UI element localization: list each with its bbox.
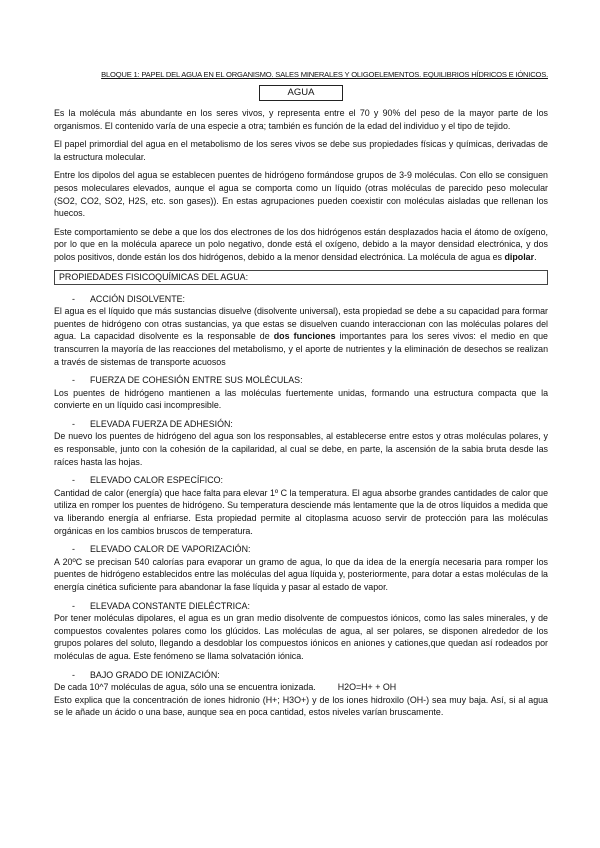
dipolar-bold: dipolar bbox=[504, 251, 535, 262]
intro-paragraph-3: Entre los dipolos del agua se establecen puentes de hidrógeno formándose grupos de 3-9 moléculas. Con ello se consiguen pesos moleculares elevados, aunque el agua se comporta como un líquido (otras moléculas de parecido peso molecular (SO2, CO2, SO2, H2S, etc. son gases)). En estas agrupaciones pueden coexistir con moléculas aisladas que rellenan los huecos. bbox=[54, 170, 548, 219]
ionization-formula: H2O=H+ + OH bbox=[337, 682, 397, 693]
section-dielectrica bbox=[54, 600, 548, 663]
section-heading: - FUERZA DE COHESIÓN ENTRE SUS MOLÉCULAS: bbox=[72, 375, 303, 386]
ionization-line: De cada 10^7 moléculas de agua, sólo una se encuentra ionizada. H2O=H+ + OH bbox=[54, 682, 397, 693]
section-vaporizacion bbox=[54, 543, 548, 593]
dipolar-paragraph bbox=[54, 226, 548, 264]
section-heading: - ELEVADA FUERZA DE ADHESIÓN: bbox=[72, 418, 233, 429]
section-heading: - ELEVADO CALOR ESPECÍFICO: bbox=[72, 475, 223, 486]
section-calor-especifico bbox=[54, 474, 548, 537]
section-heading: - BAJO GRADO DE IONIZACIÓN: bbox=[72, 669, 220, 680]
properties-title: PROPIEDADES FISICOQUÍMICAS DEL AGUA: bbox=[54, 270, 548, 285]
page-header: BLOQUE 1: PAPEL DEL AGUA EN EL ORGANISMO. SALES MINERALES Y OLIGOELEMENTOS. EQUILIBRIOS HÍDRICOS E IÓNICOS. bbox=[101, 70, 548, 79]
section-text: Los puentes de hidrógeno mantienen a las moléculas fuertemente unidas, formando una estructura compacta que la convierte en un líquido casi incompresible. bbox=[54, 387, 548, 411]
intro-paragraph-1: Es la molécula más abundante en los seres vivos, y representa entre el 70 y 90% del peso de la mayor parte de los organismos. El contenido varía de una especie a otra; también es función de la edad del individuo y el tipo de tejido. bbox=[54, 108, 548, 131]
section-text: De nuevo los puentes de hidrógeno del agua son los responsables, al establecerse entre estos y otras moléculas polares, y es responsable, junto con la cohesión de la capilaridad, al cual se debe, en parte, la ascensión de la sabia bruta desde las raíces hasta las hojas. bbox=[54, 431, 548, 467]
dipolar-end: . bbox=[534, 251, 537, 262]
section-text: Por tener moléculas dipolares, el agua es un gran medio disolvente de compuestos iónicos, como las sales minerales, y de compuestos covalentes polares como los glúcidos. Las moléculas de agua, al ser polares, se disponen alrededor de los grupos polares del soluto, llegando a desdoblar los compuestos iónicos en aniones y cationes,que quedan así rodeados por moléculas de agua. Este fenómeno se llama solvatación iónica. bbox=[54, 613, 548, 661]
section-text: Cantidad de calor (energía) que hace falta para elevar 1º C la temperatura. El agua absorbe grandes cantidades de calor que utiliza en romper los puentes de hidrógeno. Su temperatura desciende más lentamente que la de otros líquidos a medida que va liberando energía al enfriarse. Esta propiedad permite al citoplasma acuoso servir de protección para las moléculas orgánicas en los cambios bruscos de temperatura. bbox=[54, 487, 548, 536]
section-heading: - ELEVADA CONSTANTE DIELÉCTRICA: bbox=[72, 600, 250, 611]
document-page bbox=[54, 70, 548, 725]
section-cohesion bbox=[54, 374, 548, 412]
section-heading: - ELEVADO CALOR DE VAPORIZACIÓN: bbox=[72, 544, 251, 555]
section-text: A 20ºC se precisan 540 calorías para evaporar un gramo de agua, lo que da idea de la energía necesaria para romper los puentes de hidrógeno establecidos entre las moléculas del agua líquida y, posteriormente, para dotar a estas moléculas de la energía cinética suficiente para abandonar la fase líquida y pasar al estado de vapor. bbox=[54, 556, 548, 592]
intro-paragraph-2: El papel primordial del agua en el metabolismo de los seres vivos se debe sus propiedades físicas y químicas, derivadas de la estructura molecular. bbox=[54, 139, 548, 162]
section-ionizacion bbox=[54, 669, 548, 719]
section-text: El agua es el líquido que más sustancias disuelve (disolvente universal), esta propiedad se debe a su capacidad para formar puentes de hidrógeno con otras sustancias, ya que estas se disuelven cuando interaccionan con las moléculas polares del agua. La capacidad disolvente es la responsable de dos funciones importantes para los seres vivos: el medio en que transcurren la mayoría de las reacciones del metabolismo, y el aporte de nutrientes y la eliminación de desechos se realizan a través de sistemas de transporte acuosos bbox=[54, 306, 548, 367]
section-heading: - ACCIÓN DISOLVENTE: bbox=[72, 293, 186, 304]
dipolar-text: Este comportamiento se debe a que los dos electrones de los dos hidrógenos están desplazados hacia el átomo de oxígeno, por lo que en la molécula aparece un polo negativo, donde está el oxígeno, debido a la mayor densidad electrónica, y dos polos positivos, donde están los dos hidrógenos, debido a la menor densidad electrónica. La molécula de agua es bbox=[54, 226, 548, 262]
section-adhesion bbox=[54, 418, 548, 468]
section-text: Esto explica que la concentración de iones hidronio (H+; H3O+) y de los iones hidroxilo (OH-) sea muy baja. Así, si al agua se le añade un ácido o una base, aunque sea en poca cantidad, estos niveles varían bruscamente. bbox=[54, 694, 548, 718]
document-title: AGUA bbox=[259, 85, 343, 101]
dos-funciones-bold: dos funciones bbox=[273, 331, 336, 342]
section-disolvente bbox=[54, 293, 548, 369]
